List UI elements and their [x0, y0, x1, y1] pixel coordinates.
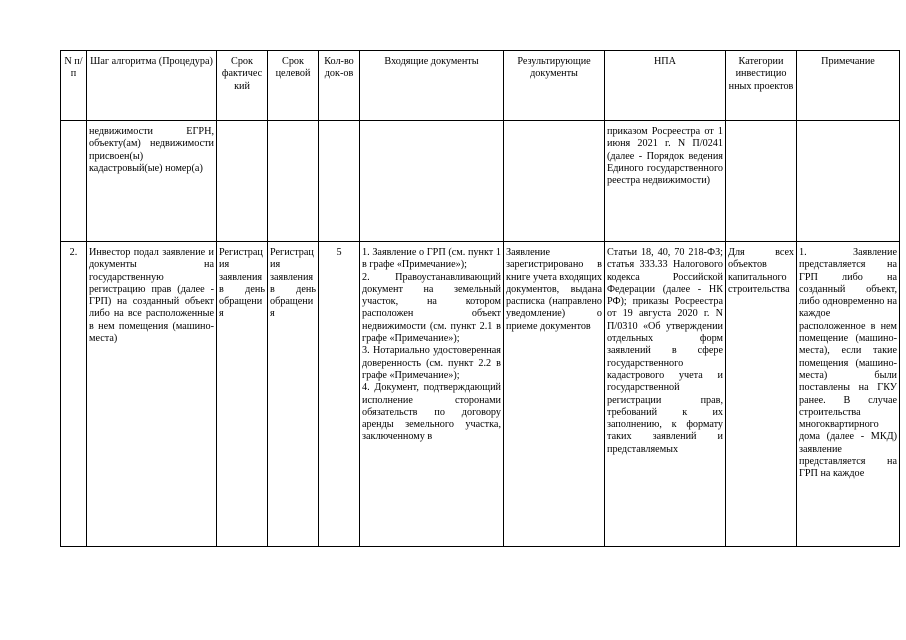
cell-term-actual: [217, 121, 268, 242]
cell-incoming-docs: [360, 121, 504, 242]
cell-categories: Для всех объектов капитального строительства: [726, 242, 797, 547]
header-incoming-docs: Входящие документы: [360, 51, 504, 121]
cell-npa: приказом Росреестра от 1 июня 2021 г. N П/0241 (далее - Порядок ведения Единого государственного реестра недвижимости): [605, 121, 726, 242]
cell-term-target: Регистрация заявления в день обращения: [268, 242, 319, 547]
table-header-row: [61, 51, 900, 121]
header-step: Шаг алгоритма (Процедура): [87, 51, 217, 121]
header-result-docs: Результирующие документы: [504, 51, 605, 121]
header-categories: Категории инвестицио нных проектов: [726, 51, 797, 121]
header-npa: НПА: [605, 51, 726, 121]
cell-doc-count: 5: [319, 242, 360, 547]
cell-note: [797, 121, 900, 242]
cell-note: 1. Заявление представляется на ГРП либо на созданный объект, либо одновременно на каждое расположенное в нем помещение (машино-места), если такие помещения (машино-места) были поставлены на ГКУ ранее. В случае строительства многоквартирного дома (далее - МКД) заявление представляется на ГРП на каждое: [797, 242, 900, 547]
algorithm-table: [60, 50, 900, 547]
cell-num: [61, 121, 87, 242]
header-term-actual: Срок фактичес кий: [217, 51, 268, 121]
table-row: [61, 121, 900, 242]
cell-term-target: [268, 121, 319, 242]
cell-step: недвижимости ЕГРН, объекту(ам) недвижимости присвоен(ы) кадастровый(ые) номер(а): [87, 121, 217, 242]
incoming-doc-item: 4. Документ, подтверждающий исполнение сторонами обязательств по договору аренды земельного участка, заключенному в: [362, 382, 501, 443]
header-doc-count: Кол-во док-ов: [319, 51, 360, 121]
incoming-doc-item: 1. Заявление о ГРП (см. пункт 1 в графе «Примечание»);: [362, 247, 501, 271]
cell-num: 2.: [61, 242, 87, 547]
header-num: N п/п: [61, 51, 87, 121]
header-term-target: Срок целевой: [268, 51, 319, 121]
cell-categories: [726, 121, 797, 242]
header-note: Примечание: [797, 51, 900, 121]
cell-result-docs: [504, 121, 605, 242]
incoming-doc-item: 2. Правоустанавливающий документ на земельный участок, на котором расположен объект недвижимости (см. пункт 2.1 в графе «Примечание»);: [362, 271, 501, 345]
table-row: [61, 242, 900, 547]
cell-incoming-docs: [360, 242, 504, 547]
cell-doc-count: [319, 121, 360, 242]
cell-step: Инвестор подал заявление и документы на государственную регистрацию прав (далее - ГРП) на созданный объект либо на все расположенные в нем помещения (машино-места): [87, 242, 217, 547]
incoming-doc-item: 3. Нотариально удостоверенная доверенность (см. пункт 2.2 в графе «Примечание»);: [362, 345, 501, 381]
cell-result-docs: Заявление зарегистрировано в книге учета входящих документов, выдана расписка (направлено уведомление) о приеме документов: [504, 242, 605, 547]
cell-npa: Статьи 18, 40, 70 218-ФЗ; статья 333.33 Налогового кодекса Российской Федерации (далее - НК РФ); приказы Росреестра от 19 августа 2020 г. N П/0310 «Об утверждении отдельных форм заявлений в сфере государственного кадастрового учета и государственной регистрации прав, требований к их заполнению, к формату таких заявлений и представляемых: [605, 242, 726, 547]
cell-term-actual: Регистрация заявления в день обращения: [217, 242, 268, 547]
